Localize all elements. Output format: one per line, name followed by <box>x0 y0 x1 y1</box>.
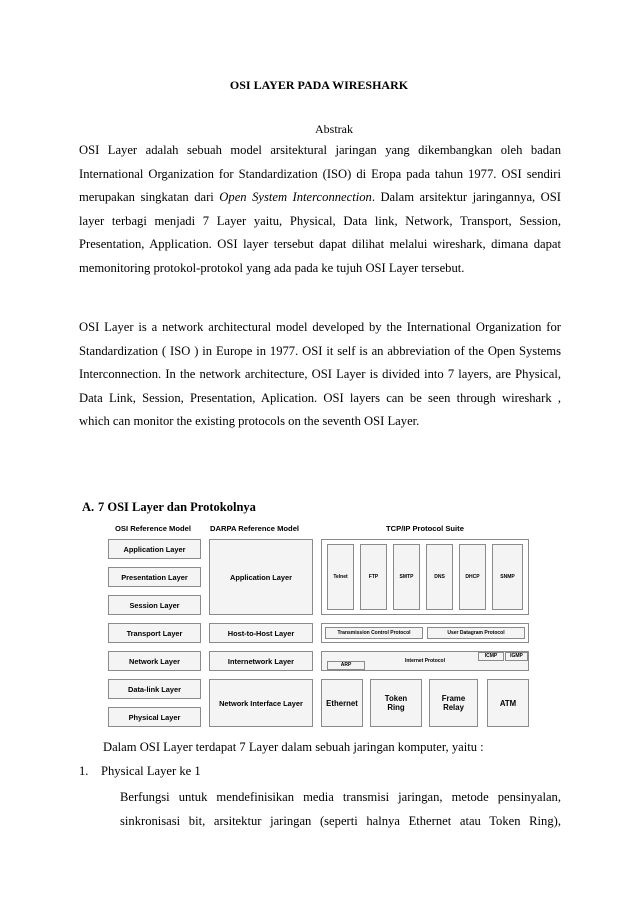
list-item-heading <box>79 764 201 779</box>
paragraph-line: Data Link, Session, Presentation, Aplication. OSI layers can be seen through wireshark , <box>79 390 561 405</box>
paragraph-line: Presentation, Application. OSI layer tersebut dapat dilihat melalui wireshark, dimana dapat <box>79 237 561 251</box>
snmp-protocol: SNMP <box>492 544 523 610</box>
osi-session-layer: Session Layer <box>108 595 201 615</box>
darpa-model-header: DARPA Reference Model <box>210 524 300 533</box>
osi-datalink-layer: Data-link Layer <box>108 679 201 699</box>
osi-physical-layer: Physical Layer <box>108 707 201 727</box>
abstract-indonesian <box>79 139 561 280</box>
paragraph-line: sinkronisasi bit, arsitektur jaringan (seperti halnya Ethernet atau Token Ring), <box>120 813 561 828</box>
darpa-network-interface-layer: Network Interface Layer <box>209 679 313 727</box>
igmp-protocol: IGMP <box>505 652 528 661</box>
ftp-protocol: FTP <box>360 544 387 610</box>
document-title: OSI LAYER PADA WIRESHARK <box>229 78 409 92</box>
list-item-number: 1. <box>79 764 89 778</box>
section-heading <box>82 500 256 515</box>
token-ring-protocol: Token Ring <box>370 679 422 727</box>
osi-application-layer: Application Layer <box>108 539 201 559</box>
paragraph-line: Berfungsi untuk mendefinisikan media transmisi jaringan, metode pensinyalan, <box>120 790 561 804</box>
telnet-protocol: Telnet <box>327 544 354 610</box>
udp-protocol: User Datagram Protocol <box>427 627 525 639</box>
dns-protocol: DNS <box>426 544 453 610</box>
section-number: A. <box>82 500 95 514</box>
smtp-protocol: SMTP <box>393 544 420 610</box>
osi-tcpip-diagram <box>105 520 531 730</box>
paragraph-line: OSI Layer is a network architectural model developed by the International Organization for <box>79 320 561 334</box>
abstract-english <box>79 316 561 434</box>
osi-model-header: OSI Reference Model <box>115 524 191 533</box>
internet-protocol-label: Internet Protocol <box>404 657 445 664</box>
dhcp-protocol: DHCP <box>459 544 486 610</box>
osi-network-layer: Network Layer <box>108 651 201 671</box>
paragraph-line: International Organization for Standardization (ISO) di Eropa pada tahun 1977. OSI sendiri <box>79 166 561 181</box>
osi-presentation-layer: Presentation Layer <box>108 567 201 587</box>
tcp-protocol: Transmission Control Protocol <box>325 627 423 639</box>
abstract-heading: Abstrak <box>315 122 353 136</box>
icmp-protocol: ICMP <box>478 652 504 661</box>
paragraph-line: which can monitor the existing protocols on the seventh OSI Layer. <box>79 414 420 428</box>
paragraph-line: Interconnection. In the network architecture, OSI Layer is divided into 7 layers, are Physical, <box>79 367 561 381</box>
atm-protocol: ATM <box>487 679 529 727</box>
ethernet-protocol: Ethernet <box>321 679 363 727</box>
paragraph-line: Standardization ( ISO ) in Europe in 1977. OSI it self is an abbreviation of the Open Systems <box>79 343 561 358</box>
darpa-application-layer: Application Layer <box>209 539 313 615</box>
section-title: 7 OSI Layer dan Protokolnya <box>98 500 256 514</box>
paragraph-line: layer terbagi menjadi 7 Layer yaitu, Physical, Data link, Network, Transport, Session, <box>79 213 561 228</box>
physical-layer-description <box>120 786 561 833</box>
list-intro: Dalam OSI Layer terdapat 7 Layer dalam sebuah jaringan komputer, yaitu : <box>103 740 484 754</box>
paragraph-line: merupakan singkatan dari Open System Interconnection. Dalam arsitektur jaringannya, OSI <box>79 190 561 204</box>
list-item-title: Physical Layer ke 1 <box>101 764 201 778</box>
darpa-host-to-host-layer: Host-to-Host Layer <box>209 623 313 643</box>
osi-transport-layer: Transport Layer <box>108 623 201 643</box>
darpa-internetwork-layer: Internetwork Layer <box>209 651 313 671</box>
arp-protocol: ARP <box>327 661 365 670</box>
paragraph-line: OSI Layer adalah sebuah model arsitektural jaringan yang dikembangkan oleh badan <box>79 143 561 157</box>
italic-term: Open System Interconnection <box>219 190 372 204</box>
tcpip-suite-header: TCP/IP Protocol Suite <box>386 524 464 533</box>
paragraph-line: memonitoring protokol-protokol yang ada pada ke tujuh OSI Layer tersebut. <box>79 260 465 275</box>
frame-relay-protocol: Frame Relay <box>429 679 478 727</box>
